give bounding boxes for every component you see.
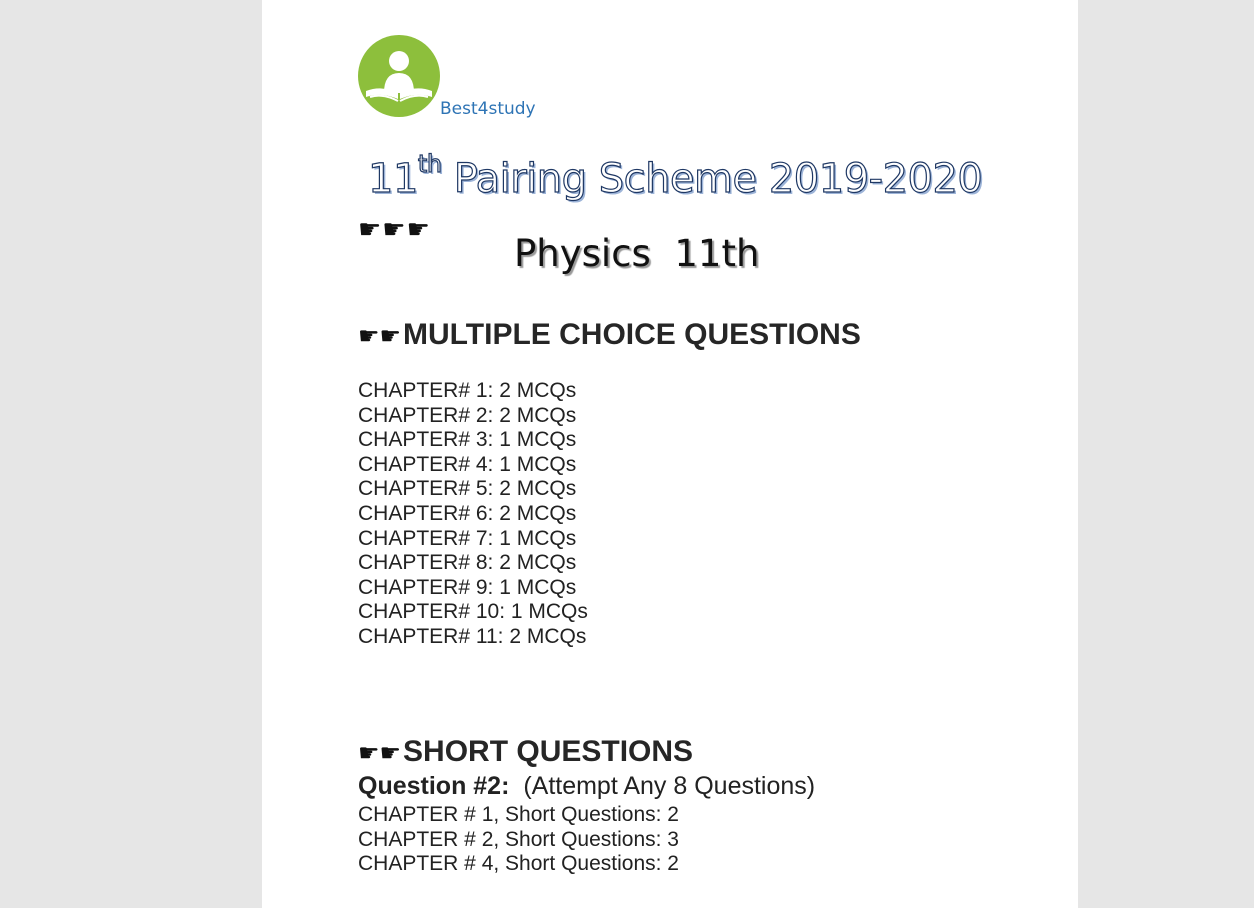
subject-heading: Physics 11th [514,232,760,275]
list-item: CHAPTER# 4: 1 MCQs [358,452,577,476]
short-question-list [358,803,679,877]
pointing-hand-icon: ☛☛ [358,740,402,767]
list-item: CHAPTER# 3: 1 MCQs [358,428,577,452]
list-item: CHAPTER# 11: 2 MCQs [358,624,587,648]
pointing-hand-icon: ☛☛ [358,323,402,350]
list-item: CHAPTER# 5: 2 MCQs [358,477,577,501]
document-page [262,0,1078,908]
list-item: CHAPTER# 9: 1 MCQs [358,575,577,599]
question-note: (Attempt Any 8 Questions) [509,772,816,800]
page-title [368,150,982,202]
mcq-chapter-list [358,379,588,650]
list-item: CHAPTER # 2, Short Questions: 3 [358,827,679,851]
question-label: Question #2: [358,772,510,800]
list-item: CHAPTER# 8: 2 MCQs [358,551,577,575]
list-item: CHAPTER# 6: 2 MCQs [358,501,577,525]
pointing-hand-icon: ☛☛☛ [358,214,431,244]
short-questions-heading [358,735,693,769]
list-item: CHAPTER# 7: 1 MCQs [358,526,577,550]
title-text: Pairing Scheme 2019-2020 [441,156,983,202]
list-item: CHAPTER# 10: 1 MCQs [358,600,588,624]
mcq-heading [358,318,861,352]
title-superscript: th [417,150,442,178]
question-line [358,772,815,801]
short-questions-heading-text: SHORT QUESTIONS [403,735,694,768]
list-item: CHAPTER# 1: 2 MCQs [358,379,577,402]
mcq-heading-text: MULTIPLE CHOICE QUESTIONS [403,318,861,351]
brand-name: Best4study [440,99,536,119]
list-item: CHAPTER # 1, Short Questions: 2 [358,803,679,826]
list-item: CHAPTER# 2: 2 MCQs [358,403,577,427]
title-number: 11 [368,156,418,202]
reader-book-icon [358,35,440,117]
list-item: CHAPTER # 4, Short Questions: 2 [358,852,679,876]
